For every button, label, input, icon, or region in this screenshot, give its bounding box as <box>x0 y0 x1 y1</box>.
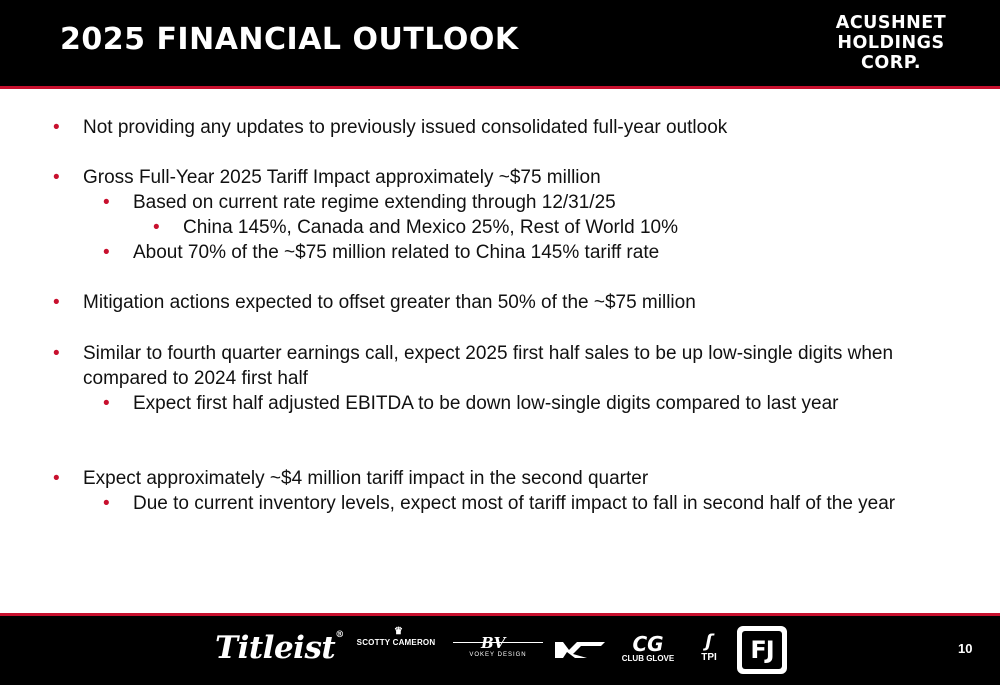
bullet-text: Expect first half adjusted EBITDA to be down low-single digits compared to last year <box>133 393 839 414</box>
bullet-icon: • <box>53 292 60 313</box>
footer-bar <box>0 616 1000 685</box>
scotty-cameron-logo <box>350 626 442 647</box>
bullet-icon: • <box>53 468 60 489</box>
bullet-item <box>53 290 943 315</box>
vokey-wordmark: VOKEY DESIGN <box>469 652 527 658</box>
logo-line-1: ACUSHNET <box>835 13 947 33</box>
logo-line-3: CORP. <box>861 53 921 73</box>
bullet-text: Gross Full-Year 2025 Tariff Impact approximately ~$75 million <box>83 167 601 188</box>
sub-bullet-item <box>103 190 943 215</box>
fj-wordmark: FJ <box>742 631 782 669</box>
registered-mark: ® <box>335 630 344 640</box>
sub-bullet-item <box>103 491 943 516</box>
bullet-text: Similar to fourth quarter earnings call, expect 2025 first half sales to be up low-single digits when compared to 2024 first half <box>83 343 894 389</box>
bullet-icon: • <box>103 242 110 263</box>
bullet-item <box>53 165 943 190</box>
bullet-item <box>53 466 943 491</box>
logo-line-2: HOLDINGS <box>837 33 945 53</box>
bullet-icon: • <box>103 493 110 514</box>
bullet-text: Expect approximately ~$4 million tariff impact in the second quarter <box>83 468 649 489</box>
bullet-text: About 70% of the ~$75 million related to China 145% tariff rate <box>133 242 660 263</box>
club-glove-wordmark: CLUB GLOVE <box>621 654 675 663</box>
bullet-icon: • <box>103 192 110 213</box>
bullet-text: Based on current rate regime extending through 12/31/25 <box>133 192 616 213</box>
kjus-logo-icon <box>553 638 609 660</box>
bullet-item <box>53 115 943 140</box>
bullet-text: China 145%, Canada and Mexico 25%, Rest of World 10% <box>183 217 678 238</box>
bullet-icon: • <box>53 167 60 188</box>
bullet-text: Due to current inventory levels, expect most of tariff impact to fall in second half of the year <box>133 493 896 514</box>
bullet-text: Mitigation actions expected to offset greater than 50% of the ~$75 million <box>83 292 696 313</box>
header-bar <box>0 0 1000 86</box>
tpi-logo <box>694 632 724 663</box>
bullet-icon: • <box>53 343 60 364</box>
sub-sub-bullet-item <box>153 215 943 240</box>
club-glove-logo <box>612 634 684 663</box>
acushnet-logo <box>816 13 966 73</box>
kjus-swoosh-icon <box>553 638 609 660</box>
bullet-icon: • <box>153 217 160 238</box>
titleist-wordmark: Titleist <box>215 630 336 666</box>
bullet-icon: • <box>103 393 110 414</box>
titleist-logo <box>215 630 344 666</box>
tpi-wordmark: TPI <box>701 652 717 663</box>
vokey-mark: BV <box>481 634 506 652</box>
bullet-item <box>53 341 943 391</box>
bullet-icon: • <box>53 117 60 138</box>
golfer-icon: ʃ <box>705 631 713 652</box>
fj-logo <box>737 626 787 674</box>
sub-bullet-item <box>103 391 943 416</box>
crown-icon: ♛ <box>394 626 404 637</box>
bullet-text: Not providing any updates to previously issued consolidated full-year outlook <box>83 117 728 138</box>
page-number: 10 <box>958 641 973 656</box>
header-divider <box>0 86 1000 89</box>
page-title: 2025 FINANCIAL OUTLOOK <box>60 22 519 57</box>
club-glove-mark: CG <box>632 632 664 656</box>
sub-bullet-item <box>103 240 943 265</box>
scotty-cameron-wordmark: SCOTTY CAMERON <box>356 638 436 647</box>
